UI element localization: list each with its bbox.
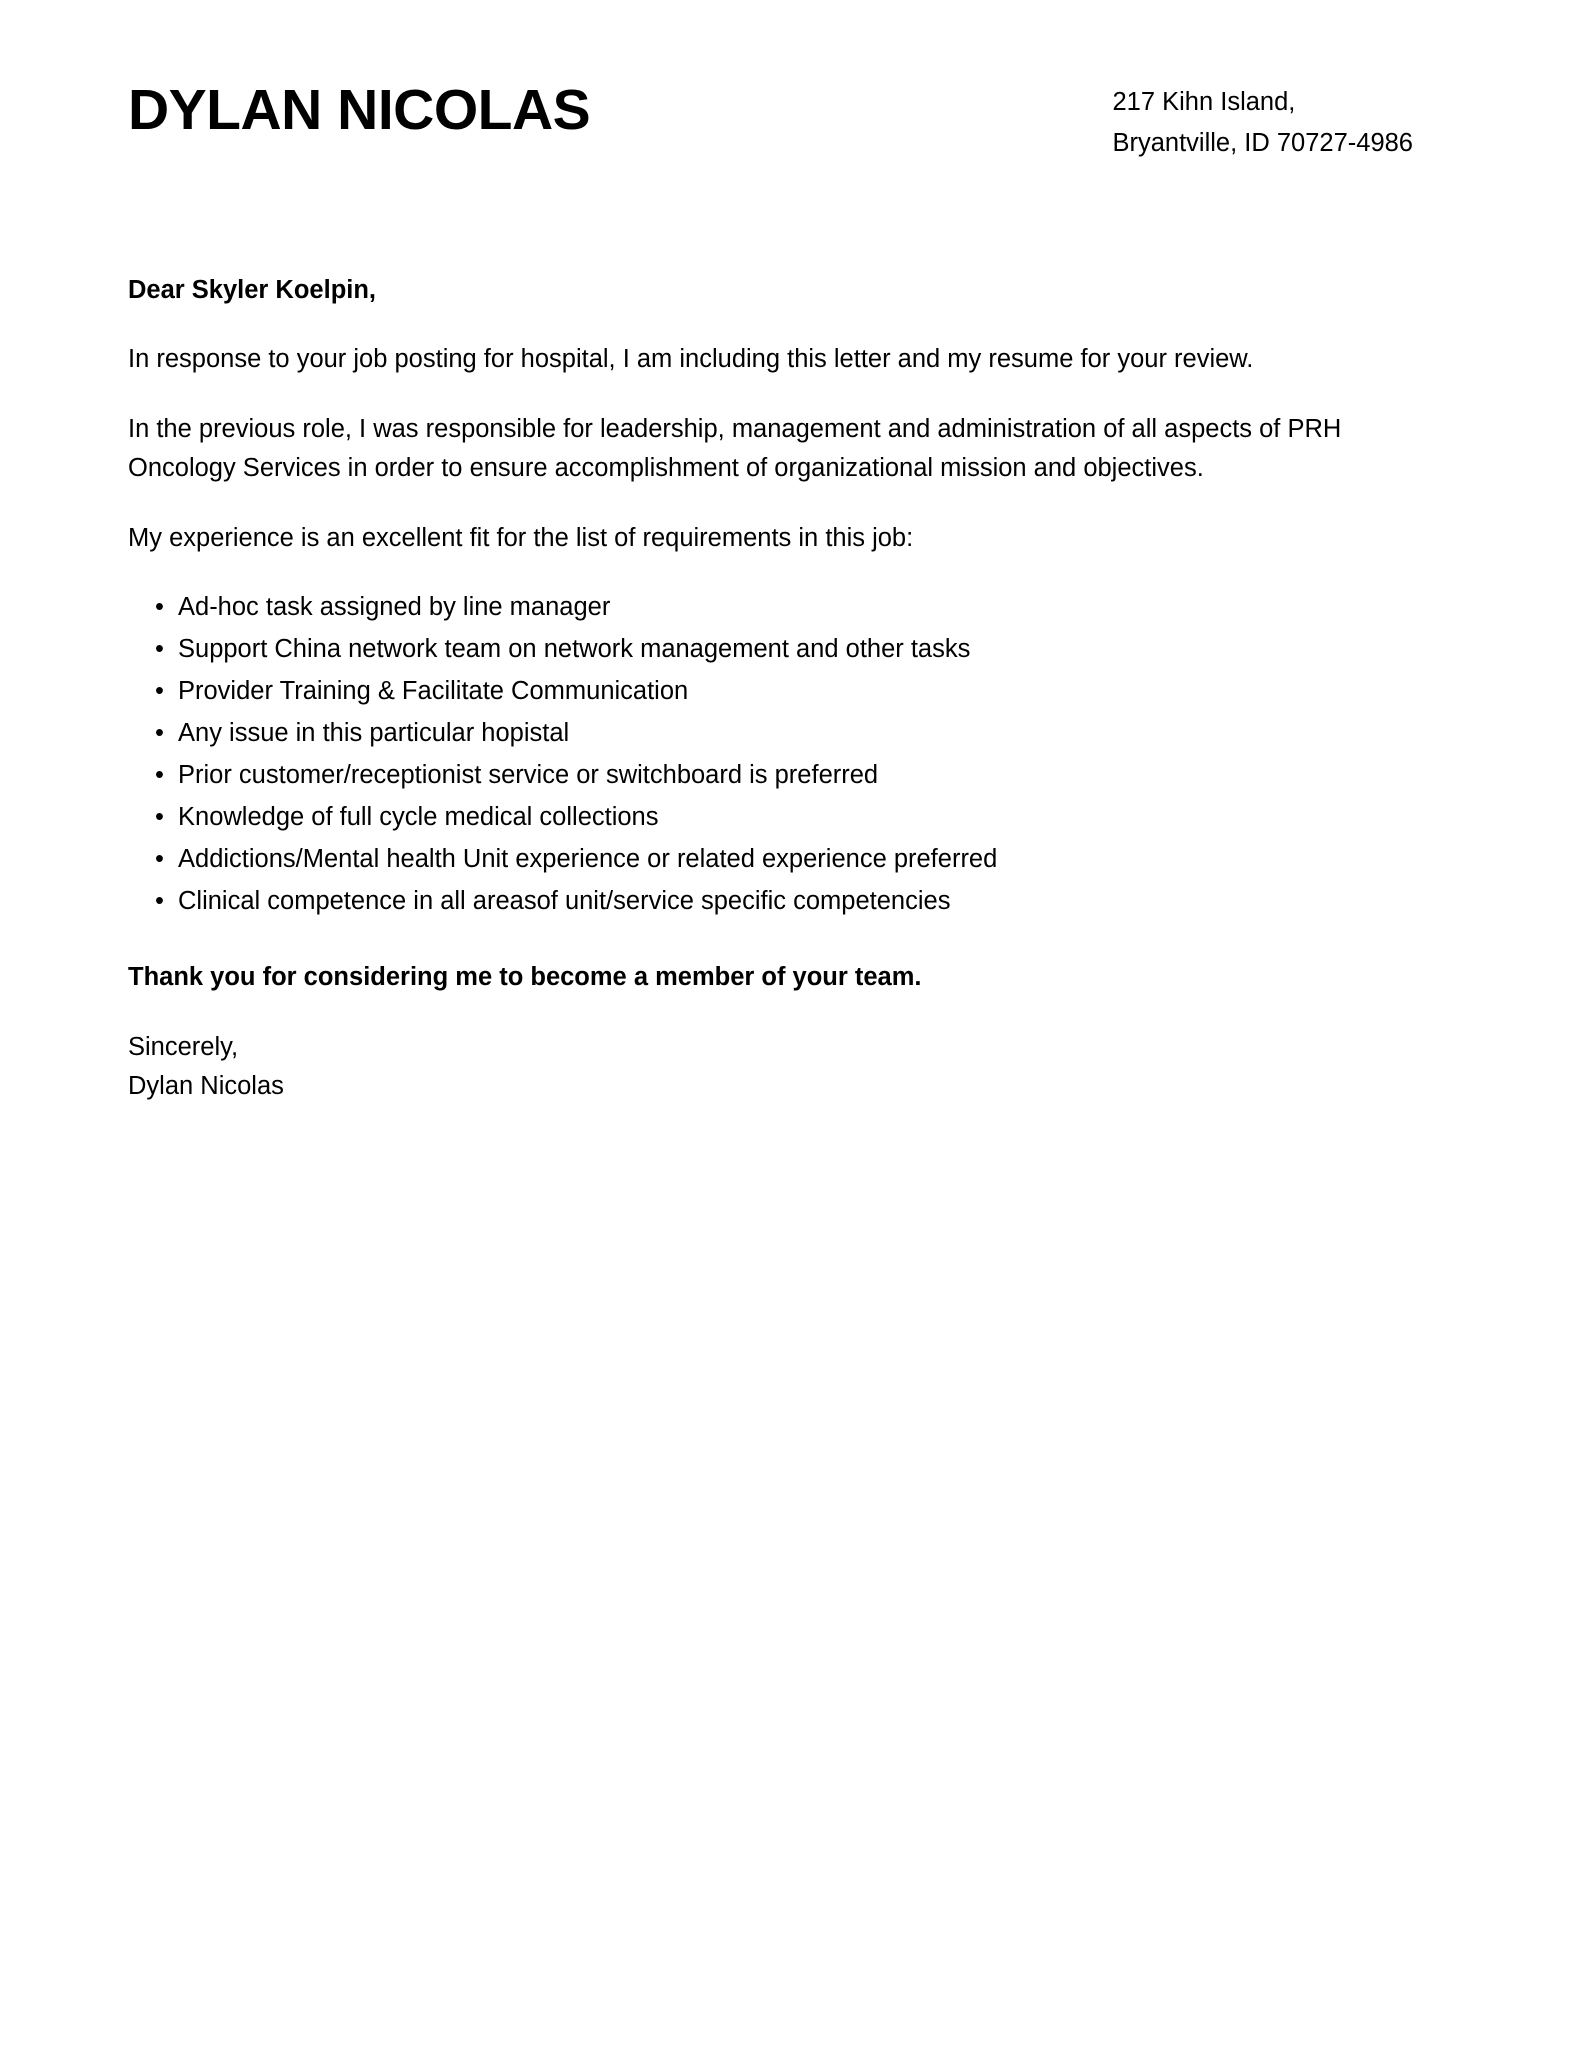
- list-item-label: Knowledge of full cycle medical collections: [178, 803, 659, 832]
- closing-statement: Thank you for considering me to become a member of your team.: [128, 963, 922, 992]
- body-paragraph-3: My experience is an excellent fit for the list of requirements in this job:: [128, 523, 914, 552]
- body-paragraph-1: In response to your job posting for hospital, I am including this letter and my resume for your review.: [128, 345, 1254, 374]
- signature-name: Dylan Nicolas: [128, 1072, 284, 1100]
- bullet-icon: •: [155, 761, 164, 790]
- valediction: Sincerely,: [128, 1033, 239, 1062]
- bullet-icon: •: [155, 635, 164, 664]
- page-title: DYLAN NICOLAS: [128, 78, 591, 142]
- bullet-icon: •: [155, 677, 164, 706]
- list-item: [128, 630, 1413, 669]
- address-line-2: Bryantville, ID 70727-4986: [1112, 129, 1413, 158]
- letter-content: [128, 60, 1413, 1106]
- list-item: [128, 882, 1413, 921]
- list-item-label: Addictions/Mental health Unit experience or related experience preferred: [178, 845, 998, 874]
- body-paragraph-2: In the previous role, I was responsible for leadership, management and administration of all aspects of PRH Oncology Services in order to ensure accomplishment of organizational mission and objectives.: [128, 415, 1342, 482]
- sender-address-block: [1092, 60, 1413, 165]
- list-item-label: Ad-hoc task assigned by line manager: [178, 593, 611, 622]
- list-item: [128, 756, 1413, 795]
- list-item: [128, 798, 1413, 837]
- list-item-label: Prior customer/receptionist service or switchboard is preferred: [178, 761, 879, 790]
- bullet-icon: •: [155, 719, 164, 748]
- list-item-label: Provider Training & Facilitate Communication: [178, 677, 689, 706]
- letter-body: [128, 273, 1413, 1106]
- list-item-label: Clinical competence in all areasof unit/service specific competencies: [178, 887, 951, 916]
- list-item-label: Support China network team on network management and other tasks: [178, 635, 971, 664]
- list-item: [128, 840, 1413, 879]
- bullet-icon: •: [155, 845, 164, 874]
- bullet-icon: •: [155, 803, 164, 832]
- requirements-list: [128, 588, 1413, 921]
- address-line-1: 217 Kihn Island,: [1112, 88, 1296, 116]
- bullet-icon: •: [155, 887, 164, 916]
- bullet-icon: •: [155, 593, 164, 622]
- letter-header: [128, 60, 1413, 165]
- list-item: [128, 714, 1413, 753]
- list-item: [128, 588, 1413, 627]
- salutation: Dear Skyler Koelpin,: [128, 275, 377, 304]
- list-item: [128, 672, 1413, 711]
- list-item-label: Any issue in this particular hopistal: [178, 719, 570, 748]
- signature-block: [128, 1028, 1413, 1106]
